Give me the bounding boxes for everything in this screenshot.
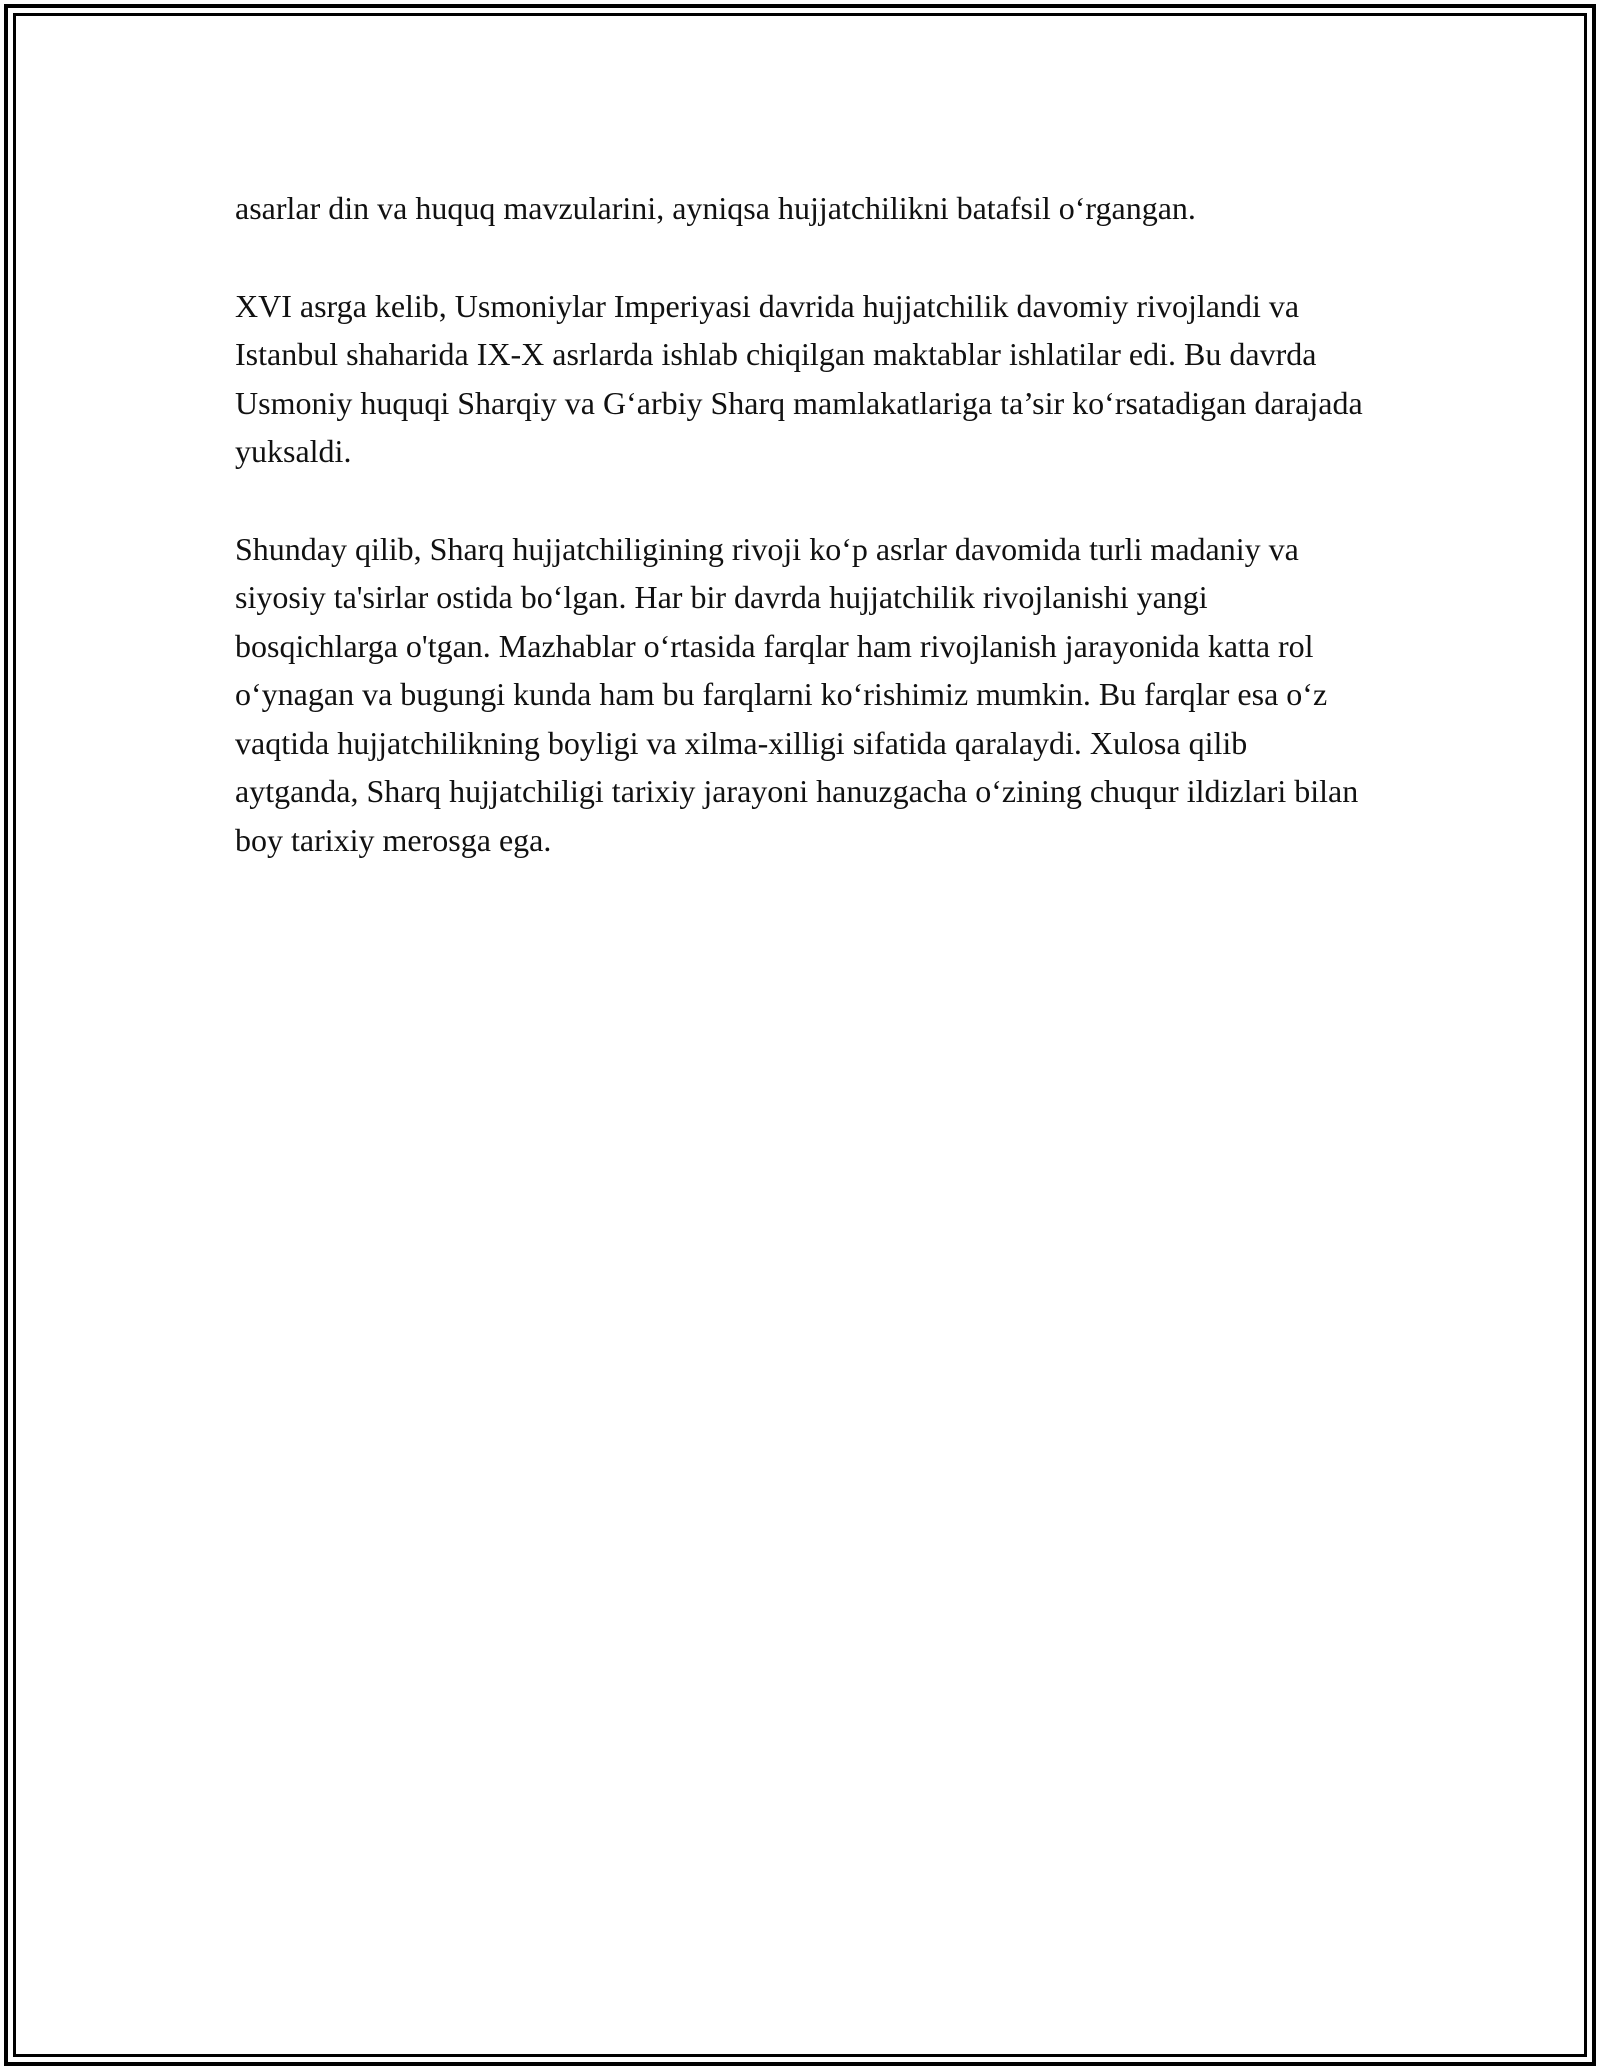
paragraph-1: asarlar din va huquq mavzularini, ayniqsa hujjatchilikni batafsil o‘rgangan. [235, 190, 1196, 226]
paragraph-2: XVI asrga kelib, Usmoniylar Imperiyasi davrida hujjatchilik davomiy rivojlandi va Istanbul shaharida IX-X asrlarda ishlab chiqilgan maktablar ishlatilar edi. Bu davrda Usmoniy huquqi Sharqiy va G‘arbiy Sharq mamlakatlariga ta’sir ko‘rsatadigan darajada yuksaldi. [235, 287, 1363, 469]
document-body [235, 184, 1365, 913]
paragraph-3: Shunday qilib, Sharq hujjatchiligining rivoji ko‘p asrlar davomida turli madaniy va siyosiy ta'sirlar ostida bo‘lgan. Har bir davrda hujjatchilik rivojlanishi yangi bosqichlarga o'tgan. Mazhablar o‘rtasida farqlar ham rivojlanish jarayonida katta rol o‘ynagan va bugungi kunda ham bu farqlarni ko‘rishimiz mumkin. Bu farqlar esa o‘z vaqtida hujjatchilikning boyligi va xilma-xilligi sifatida qaralaydi. Xulosa qilib aytganda, Sharq hujjatchiligi tarixiy jarayoni hanuzgacha o‘zining chuqur ildizlari bilan boy tarixiy merosga ega. [235, 530, 1359, 858]
